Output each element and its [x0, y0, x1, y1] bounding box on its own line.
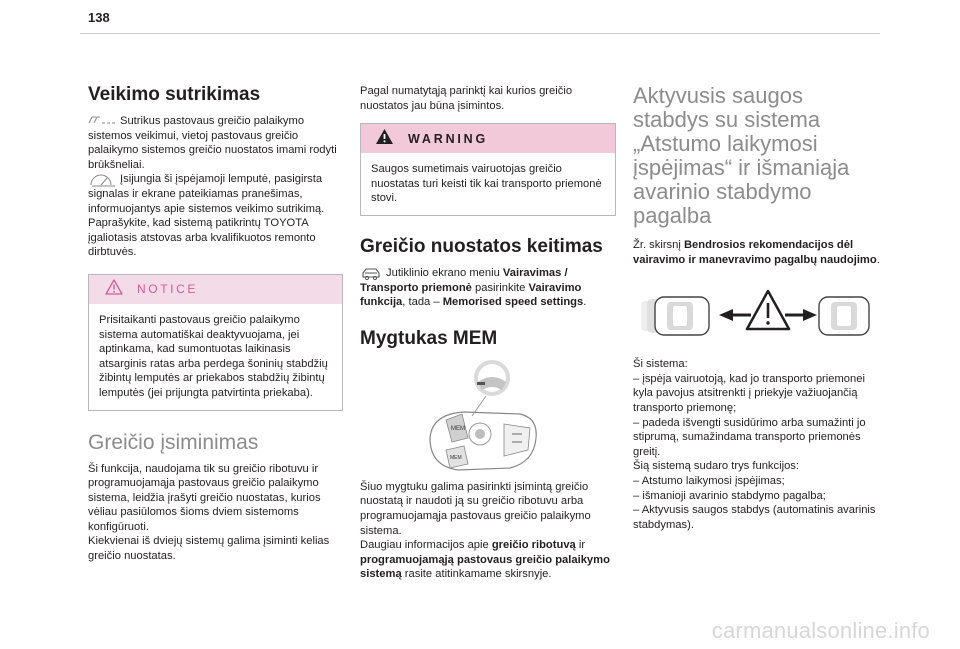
system-bullet-2: – padeda išvengti susidūrimo arba sumažinti jo stiprumą, sumažindama transporto priemonės greitį. [633, 416, 866, 458]
warning-label: WARNING [408, 131, 489, 146]
cruise-control-warning-icon [88, 172, 118, 186]
more-info-text: Daugiau informacijos apie greičio ribotuvą ir programuojamąją pastovaus greičio palaikymo sistemą rasite atitinkamame skirsnyje. [360, 539, 610, 581]
cruise-control-stalk-icon [430, 412, 536, 470]
page-number: 138 [88, 10, 110, 25]
menu-instruction: Jutiklinio ekrano meniu Vairavimas / Transporto priemonė pasirinkite Vairavimo funkcija, tada – Memorised speed settings. [360, 266, 587, 309]
hazard-triangle-icon [747, 291, 789, 329]
section-heading-change-settings: Greičio nuostatos keitimas [360, 235, 603, 257]
function-item-2: – išmanioji avarinio stabdymo pagalba; [633, 489, 826, 502]
section-heading-speed-memory: Greičio įsiminimas [88, 430, 259, 454]
column-right [633, 84, 883, 532]
collision-warning-illustration [633, 279, 883, 343]
system-bullet-1: – įspėja vairuotoją, kad jo transporto priemonei kyla pavojus atsitrenkti į priekyje važiuojančią transporto priemonę; [633, 372, 865, 414]
svg-text:MEM: MEM [450, 454, 462, 461]
speed-memory-text: Ši funkcija, naudojama tik su greičio ribotuvu ir programuojamąja pastovaus greičio palaikymo sistema, leidžia įrašyti greičio nuostatas, kurios vėliau pasiūlomos šioms dviem sistemoms konfigūruoti. [88, 462, 321, 533]
watermark: carmanualsonline.info [711, 618, 930, 643]
notice-label: NOTICE [137, 282, 198, 297]
see-section-reference: Žr. skirsnį Bendrosios rekomendacijos dėl vairavimo ir manevravimo pagalbų naudojimo. [633, 239, 880, 266]
functions-intro: Šią sistemą sudaro trys funkcijos: [633, 460, 800, 473]
warning-box [360, 123, 616, 216]
section-heading-mem-button: Mygtukas MEM [360, 327, 498, 349]
svg-text:MEM: MEM [451, 425, 465, 432]
section-heading-safety-brake: Aktyvusis saugos stabdys su sistema „Atstumo laikymosi įspėjimas“ ir išmaniąja avarinio stabdymo pagalba [633, 83, 850, 228]
notice-text: Prisitaikanti pastovaus greičio palaikymo sistema automatiškai deaktyvuojama, jei aptinkama, kad sumontuotas laikinasis atsarginis ratas arba perdega šoninių stabdžių žibintų lemputės ar priekabos stabdžių žibintų lemputės (jei prijungta patvirtinta priekaba). [99, 313, 328, 399]
notice-box [88, 274, 343, 411]
speed-memory-text-2: Kiekvienai iš dviejų sistemų galima įsiminti kelias greičio nuostatas. [88, 535, 330, 563]
dashes-paragraph: Sutrikus pastovaus greičio palaikymo sistemos veikimui, vietoj pastovaus greičio palaikymo sistemos greičio nuostatos imami rodyti brūkšneliai. [88, 115, 337, 171]
function-item-1: – Atstumo laikymosi įspėjimas; [633, 474, 785, 487]
default-settings-text: Pagal numatytąją parinktį kai kurios greičio nuostatos jau būna įsimintos. [360, 85, 573, 112]
speed-dashes-icon [88, 114, 118, 128]
notice-triangle-icon [105, 279, 123, 300]
section-heading-malfunction: Veikimo sutrikimas [88, 84, 261, 105]
header-divider [80, 33, 880, 34]
rear-car-icon [641, 297, 709, 335]
function-item-3: – Aktyvusis saugos stabdys (automatinis avarinis stabdymas). [633, 504, 876, 531]
steering-wheel-icon [474, 360, 510, 396]
mem-button-text: Šiuo mygtuku galima pasirinkti įsimintą greičio nuostatą ir naudoti ją su greičio ribotuvu arba programuojamąja pastovaus greičio palaikymo sistema. [360, 480, 591, 537]
notice-header [89, 275, 342, 304]
warning-lamp-paragraph: Įsijungia ši įspėjamoji lemputė, pasigirsta signalas ir ekrane pateikiamas pranešimas, informuojantys apie sistemos veikimo sutrikimą. [88, 173, 325, 215]
contact-dealer-text: Paprašykite, kad sistemą patikrintų TOYOTA įgaliotasis atstovas arba kvalifikuotos remonto dirbtuvės. [88, 217, 316, 259]
warning-text: Saugos sumetimais vairuotojas greičio nuostatas turi keisti tik kai transporto priemonė stovi. [371, 163, 602, 205]
warning-header [361, 124, 615, 153]
column-left [88, 84, 343, 564]
car-settings-icon [360, 266, 384, 280]
front-car-icon [819, 297, 869, 335]
column-middle [360, 84, 616, 582]
system-intro: Ši sistema: [633, 358, 688, 371]
mem-button-illustration [360, 358, 616, 480]
warning-triangle-icon [375, 128, 394, 150]
